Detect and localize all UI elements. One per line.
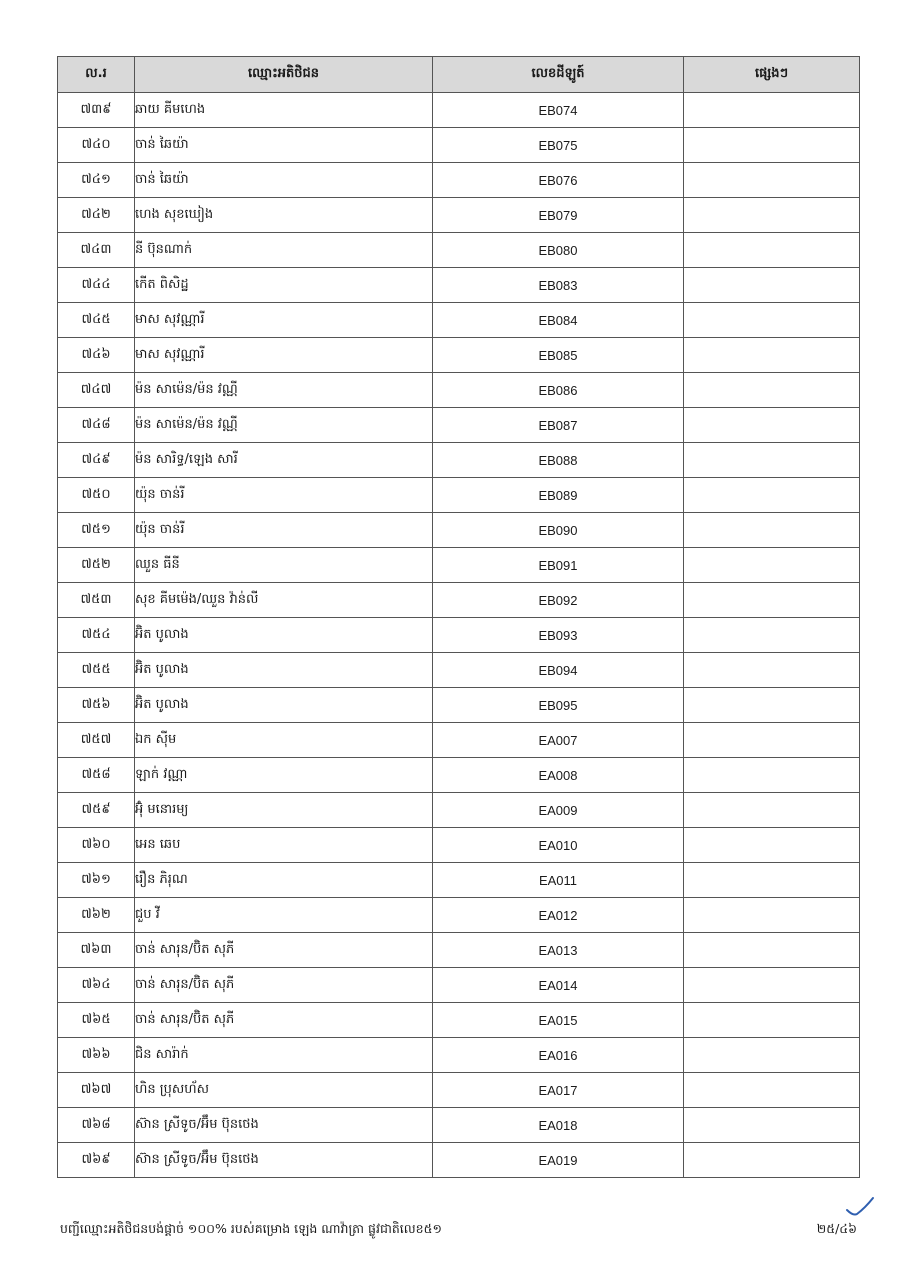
customer-name: ចាន់ ឆៃយ៉ា [135,163,433,198]
row-number: ៧៥៣ [58,583,135,618]
other-note [684,1108,860,1143]
other-note [684,828,860,863]
customer-name: ហេង សុខឃៀង [135,198,433,233]
row-number: ៧៦៦ [58,1038,135,1073]
other-note [684,93,860,128]
row-number: ៧៥៨ [58,758,135,793]
table-row [58,653,860,688]
customer-name: អេន ឆេប [135,828,433,863]
row-number: ៧៦៣ [58,933,135,968]
other-note [684,268,860,303]
row-number: ៧៦៨ [58,1108,135,1143]
table-row [58,338,860,373]
table-row [58,233,860,268]
other-note [684,688,860,723]
lot-number: EA017 [433,1073,684,1108]
table-row [58,443,860,478]
footer-document-title: បញ្ជីឈ្មោះអតិថិជនបង់ផ្តាច់ ១០០% របស់គម្រោង ឡេង ណាវ៉ាត្រា ផ្លូវជាតិលេខ៥១ [60,1221,442,1236]
other-note [684,408,860,443]
customer-name: សុខ គីមម៉េង/ឈួន វ៉ាន់លី [135,583,433,618]
table-row [58,548,860,583]
row-number: ៧៤១ [58,163,135,198]
other-note [684,443,860,478]
table-row [58,1143,860,1178]
customer-name: ចាន់ សារុន/ប៊ិត សុភី [135,1003,433,1038]
lot-number: EA010 [433,828,684,863]
customer-name: ឯក ស៊ីម [135,723,433,758]
table-row [58,1038,860,1073]
customer-name: ម៉ន សារិទ្ធ/ឡេង សារី [135,443,433,478]
table-row [58,478,860,513]
other-note [684,583,860,618]
other-note [684,338,860,373]
customer-name: រឿន ភិរុណ [135,863,433,898]
row-number: ៧៥៩ [58,793,135,828]
table-row [58,723,860,758]
row-number: ៧៤០ [58,128,135,163]
row-number: ៧៦៩ [58,1143,135,1178]
table-row [58,863,860,898]
row-number: ៧៥៧ [58,723,135,758]
other-note [684,373,860,408]
table-row [58,268,860,303]
lot-number: EB085 [433,338,684,373]
customer-name: អ៊ិត បូលាង [135,618,433,653]
table-row [58,933,860,968]
lot-number: EA019 [433,1143,684,1178]
customer-name: អ៊ិត បូលាង [135,688,433,723]
customer-name: ឈួន ធីនី [135,548,433,583]
lot-number: EB074 [433,93,684,128]
row-number: ៧៤៩ [58,443,135,478]
table-row [58,198,860,233]
lot-number: EB090 [433,513,684,548]
lot-number: EB086 [433,373,684,408]
other-note [684,1003,860,1038]
page-number: ២៥/៤៦ [816,1221,857,1236]
customer-name: យ៉ុន ចាន់រី [135,513,433,548]
lot-number: EB088 [433,443,684,478]
other-note [684,128,860,163]
lot-number: EB093 [433,618,684,653]
other-note [684,793,860,828]
row-number: ៧៥០ [58,478,135,513]
table-row [58,93,860,128]
other-note [684,758,860,793]
customer-name: ចាន់ សារុន/ប៊ិត សុភី [135,968,433,1003]
other-note [684,548,860,583]
row-number: ៧៤៣ [58,233,135,268]
lot-number: EB083 [433,268,684,303]
row-number: ៧៦៤ [58,968,135,1003]
other-note [684,653,860,688]
customer-name: ឡាក់ វណ្ណា [135,758,433,793]
lot-number: EB092 [433,583,684,618]
other-note [684,933,860,968]
table-row [58,373,860,408]
customer-name: ស៊ាន ស្រីទូច/អ៊ឹម ប៊ុនថេង [135,1108,433,1143]
customer-name: អ៊ុំ មនោរម្យ [135,793,433,828]
table-row [58,163,860,198]
other-note [684,968,860,1003]
other-note [684,863,860,898]
lot-number: EB080 [433,233,684,268]
row-number: ៧៤៥ [58,303,135,338]
row-number: ៧៦១ [58,863,135,898]
customer-name: ជិន សារ៉ាក់ [135,1038,433,1073]
lot-number: EB094 [433,653,684,688]
row-number: ៧៤២ [58,198,135,233]
table-row [58,968,860,1003]
customer-name: ឆាយ គីមហេង [135,93,433,128]
customer-name: នី ប៊ុនណាក់ [135,233,433,268]
table-row [58,618,860,653]
row-number: ៧៦៥ [58,1003,135,1038]
customer-name: មាស សុវណ្ណារី [135,338,433,373]
table-row [58,513,860,548]
customer-name: ជួប វី [135,898,433,933]
row-number: ៧៣៩ [58,93,135,128]
table-body [58,93,860,1178]
customer-name: ម៉ន សាម៉េន/ម៉ន វណ្ណី [135,408,433,443]
customer-name: ស៊ាន ស្រីទូច/អ៊ឹម ប៊ុនថេង [135,1143,433,1178]
header-no: ល.រ [58,57,135,93]
row-number: ៧៤៧ [58,373,135,408]
table-row [58,128,860,163]
row-number: ៧៥១ [58,513,135,548]
other-note [684,723,860,758]
row-number: ៧៦៧ [58,1073,135,1108]
lot-number: EA012 [433,898,684,933]
table-row [58,828,860,863]
lot-number: EA007 [433,723,684,758]
row-number: ៧៤៦ [58,338,135,373]
row-number: ៧៥២ [58,548,135,583]
lot-number: EA015 [433,1003,684,1038]
row-number: ៧៤៤ [58,268,135,303]
table-row [58,1073,860,1108]
other-note [684,233,860,268]
row-number: ៧៥៤ [58,618,135,653]
row-number: ៧៦០ [58,828,135,863]
row-number: ៧៥៦ [58,688,135,723]
lot-number: EA016 [433,1038,684,1073]
table-row [58,758,860,793]
row-number: ៧៦២ [58,898,135,933]
other-note [684,478,860,513]
lot-number: EB091 [433,548,684,583]
customer-table [57,56,860,1178]
other-note [684,1143,860,1178]
customer-name: ម៉ន សាម៉េន/ម៉ន វណ្ណី [135,373,433,408]
table-row [58,303,860,338]
header-customer-name: ឈ្មោះអតិថិជន [135,57,433,93]
header-lot-number: លេខដីឡូត៍ [433,57,684,93]
lot-number: EB084 [433,303,684,338]
customer-name: មាស សុវណ្ណារី [135,303,433,338]
lot-number: EB095 [433,688,684,723]
table-row [58,408,860,443]
header-other: ផ្សេងៗ [684,57,860,93]
lot-number: EA008 [433,758,684,793]
other-note [684,618,860,653]
customer-name: កើត ពិសិដ្ឋ [135,268,433,303]
customer-name: ចាន់ ឆៃយ៉ា [135,128,433,163]
other-note [684,1073,860,1108]
other-note [684,1038,860,1073]
table-row [58,688,860,723]
table-row [58,1003,860,1038]
other-note [684,163,860,198]
customer-name: ហិន ប្រុសហ័ស [135,1073,433,1108]
table-row [58,1108,860,1143]
row-number: ៧៥៥ [58,653,135,688]
lot-number: EB089 [433,478,684,513]
lot-number: EB087 [433,408,684,443]
lot-number: EA013 [433,933,684,968]
lot-number: EA011 [433,863,684,898]
customer-name: ចាន់ សារុន/ប៊ិត សុភី [135,933,433,968]
lot-number: EA018 [433,1108,684,1143]
lot-number: EB076 [433,163,684,198]
lot-number: EA009 [433,793,684,828]
lot-number: EA014 [433,968,684,1003]
other-note [684,898,860,933]
table-row [58,793,860,828]
table-row [58,583,860,618]
table-header-row [58,57,860,93]
other-note [684,513,860,548]
other-note [684,303,860,338]
table-row [58,898,860,933]
row-number: ៧៤៨ [58,408,135,443]
lot-number: EB075 [433,128,684,163]
lot-number: EB079 [433,198,684,233]
other-note [684,198,860,233]
customer-name: យ៉ុន ចាន់រី [135,478,433,513]
customer-name: អ៊ិត បូលាង [135,653,433,688]
check-mark-icon [845,1196,875,1218]
